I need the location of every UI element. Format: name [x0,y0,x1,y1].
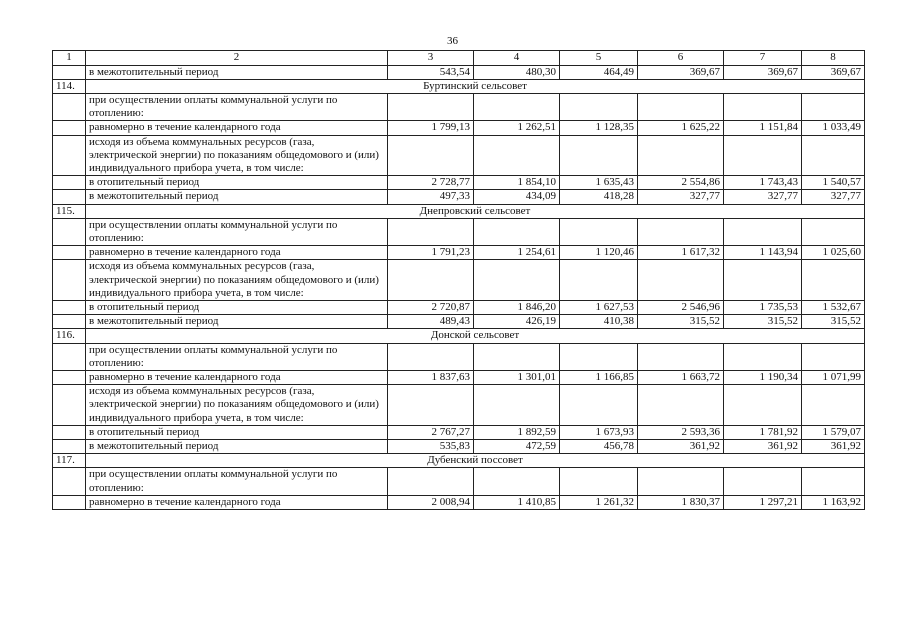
empty-cell [560,385,638,426]
table-row [53,135,865,176]
value-cell: 434,09 [474,190,560,204]
empty-cell [802,218,865,245]
index-cell [53,370,86,384]
index-cell [53,385,86,426]
value-cell: 2 767,27 [388,425,474,439]
empty-cell [560,260,638,301]
empty-cell [638,385,724,426]
value-cell: 1 579,07 [802,425,865,439]
table-row [53,370,865,384]
value-cell: 2 593,36 [638,425,724,439]
row-label: равномерно в течение календарного года [86,370,388,384]
row-description: при осуществлении оплаты коммунальной услуги по отоплению: [86,468,388,495]
empty-cell [638,218,724,245]
empty-cell [724,135,802,176]
row-label: в межотопительный период [86,65,388,79]
empty-cell [802,93,865,120]
section-title: Днепровский сельсовет [86,204,865,218]
row-description: исходя из объема коммунальных ресурсов (газа, электрической энергии) по показаниям общедомового и (или) индивидуального прибора учета, в том числе: [86,260,388,301]
table-row [53,300,865,314]
value-cell: 2 720,87 [388,300,474,314]
section-index: 116. [53,329,86,343]
value-cell: 1 846,20 [474,300,560,314]
column-header: 2 [86,51,388,66]
section-title: Дубенский поссовет [86,454,865,468]
section-index: 114. [53,79,86,93]
empty-cell [724,218,802,245]
table-row [53,176,865,190]
value-cell: 1 166,85 [560,370,638,384]
empty-cell [638,135,724,176]
table-row [53,343,865,370]
empty-cell [560,93,638,120]
value-cell: 1 663,72 [638,370,724,384]
column-header: 8 [802,51,865,66]
empty-cell [802,260,865,301]
table-row [53,315,865,329]
value-cell: 489,43 [388,315,474,329]
value-cell: 1 410,85 [474,495,560,509]
empty-cell [388,93,474,120]
value-cell: 1 128,35 [560,121,638,135]
index-cell [53,315,86,329]
column-header: 3 [388,51,474,66]
value-cell: 472,59 [474,439,560,453]
table-row [53,439,865,453]
page-number: 36 [447,35,458,47]
empty-cell [802,468,865,495]
index-cell [53,135,86,176]
value-cell: 1 781,92 [724,425,802,439]
tariff-table [52,50,865,510]
value-cell: 1 540,57 [802,176,865,190]
index-cell [53,190,86,204]
value-cell: 426,19 [474,315,560,329]
empty-cell [560,135,638,176]
value-cell: 2 554,86 [638,176,724,190]
empty-cell [474,218,560,245]
row-label: в межотопительный период [86,190,388,204]
value-cell: 369,67 [724,65,802,79]
value-cell: 1 261,32 [560,495,638,509]
column-header: 5 [560,51,638,66]
table-row [53,121,865,135]
table-row [53,385,865,426]
value-cell: 1 837,63 [388,370,474,384]
value-cell: 1 635,43 [560,176,638,190]
value-cell: 1 254,61 [474,246,560,260]
empty-cell [638,343,724,370]
table-row [53,260,865,301]
value-cell: 1 532,67 [802,300,865,314]
value-cell: 327,77 [724,190,802,204]
index-cell [53,495,86,509]
value-cell: 535,83 [388,439,474,453]
section-header-row [53,329,865,343]
index-cell [53,246,86,260]
value-cell: 480,30 [474,65,560,79]
column-header: 1 [53,51,86,66]
index-cell [53,439,86,453]
empty-cell [388,343,474,370]
table-row [53,218,865,245]
table-row [53,495,865,509]
value-cell: 1 025,60 [802,246,865,260]
value-cell: 1 799,13 [388,121,474,135]
value-cell: 1 627,53 [560,300,638,314]
table-row [53,65,865,79]
empty-cell [802,135,865,176]
value-cell: 327,77 [638,190,724,204]
empty-cell [474,93,560,120]
value-cell: 1 892,59 [474,425,560,439]
row-description: при осуществлении оплаты коммунальной услуги по отоплению: [86,93,388,120]
row-label: в отопительный период [86,176,388,190]
row-label: в межотопительный период [86,315,388,329]
value-cell: 1 854,10 [474,176,560,190]
empty-cell [638,93,724,120]
value-cell: 1 143,94 [724,246,802,260]
empty-cell [560,343,638,370]
index-cell [53,65,86,79]
index-cell [53,343,86,370]
empty-cell [724,93,802,120]
column-header: 7 [724,51,802,66]
value-cell: 369,67 [802,65,865,79]
empty-cell [388,385,474,426]
index-cell [53,176,86,190]
index-cell [53,93,86,120]
index-cell [53,300,86,314]
value-cell: 1 743,43 [724,176,802,190]
empty-cell [474,468,560,495]
value-cell: 1 735,53 [724,300,802,314]
value-cell: 1 071,99 [802,370,865,384]
column-header: 4 [474,51,560,66]
empty-cell [560,468,638,495]
value-cell: 315,52 [724,315,802,329]
row-label: равномерно в течение календарного года [86,246,388,260]
value-cell: 1 617,32 [638,246,724,260]
value-cell: 361,92 [724,439,802,453]
value-cell: 1 301,01 [474,370,560,384]
section-index: 115. [53,204,86,218]
row-label: в отопительный период [86,300,388,314]
value-cell: 497,33 [388,190,474,204]
value-cell: 361,92 [802,439,865,453]
section-title: Донской сельсовет [86,329,865,343]
value-cell: 1 673,93 [560,425,638,439]
row-description: при осуществлении оплаты коммунальной услуги по отоплению: [86,343,388,370]
value-cell: 1 033,49 [802,121,865,135]
empty-cell [802,385,865,426]
value-cell: 1 262,51 [474,121,560,135]
value-cell: 2 546,96 [638,300,724,314]
empty-cell [724,260,802,301]
value-cell: 1 120,46 [560,246,638,260]
index-cell [53,260,86,301]
empty-cell [638,468,724,495]
row-description: исходя из объема коммунальных ресурсов (газа, электрической энергии) по показаниям общедомового и (или) индивидуального прибора учета, в том числе: [86,385,388,426]
sections-body [53,79,865,509]
empty-cell [388,260,474,301]
empty-cell [724,343,802,370]
value-cell: 1 791,23 [388,246,474,260]
value-cell: 1 190,34 [724,370,802,384]
table-row [53,190,865,204]
value-cell: 327,77 [802,190,865,204]
table-row [53,468,865,495]
value-cell: 1 625,22 [638,121,724,135]
index-cell [53,468,86,495]
table-row [53,93,865,120]
section-header-row [53,454,865,468]
value-cell: 1 151,84 [724,121,802,135]
empty-cell [802,343,865,370]
value-cell: 543,54 [388,65,474,79]
empty-cell [724,385,802,426]
row-label: равномерно в течение календарного года [86,121,388,135]
row-description: при осуществлении оплаты коммунальной услуги по отоплению: [86,218,388,245]
row-label: равномерно в течение календарного года [86,495,388,509]
empty-cell [388,218,474,245]
section-index: 117. [53,454,86,468]
index-cell [53,121,86,135]
empty-cell [474,260,560,301]
value-cell: 315,52 [802,315,865,329]
value-cell: 1 163,92 [802,495,865,509]
value-cell: 2 728,77 [388,176,474,190]
empty-cell [388,135,474,176]
empty-cell [474,385,560,426]
value-cell: 1 830,37 [638,495,724,509]
empty-cell [560,218,638,245]
empty-cell [724,468,802,495]
empty-cell [638,260,724,301]
empty-cell [474,135,560,176]
value-cell: 456,78 [560,439,638,453]
section-header-row [53,204,865,218]
table-row [53,425,865,439]
empty-cell [388,468,474,495]
value-cell: 315,52 [638,315,724,329]
value-cell: 418,28 [560,190,638,204]
value-cell: 410,38 [560,315,638,329]
value-cell: 464,49 [560,65,638,79]
column-header-row [53,51,865,66]
table-row [53,246,865,260]
row-description: исходя из объема коммунальных ресурсов (газа, электрической энергии) по показаниям общедомового и (или) индивидуального прибора учета, в том числе: [86,135,388,176]
row-label: в отопительный период [86,425,388,439]
empty-cell [474,343,560,370]
value-cell: 2 008,94 [388,495,474,509]
value-cell: 369,67 [638,65,724,79]
column-header: 6 [638,51,724,66]
row-label: в межотопительный период [86,439,388,453]
value-cell: 1 297,21 [724,495,802,509]
index-cell [53,218,86,245]
section-title: Буртинский сельсовет [86,79,865,93]
section-header-row [53,79,865,93]
value-cell: 361,92 [638,439,724,453]
index-cell [53,425,86,439]
